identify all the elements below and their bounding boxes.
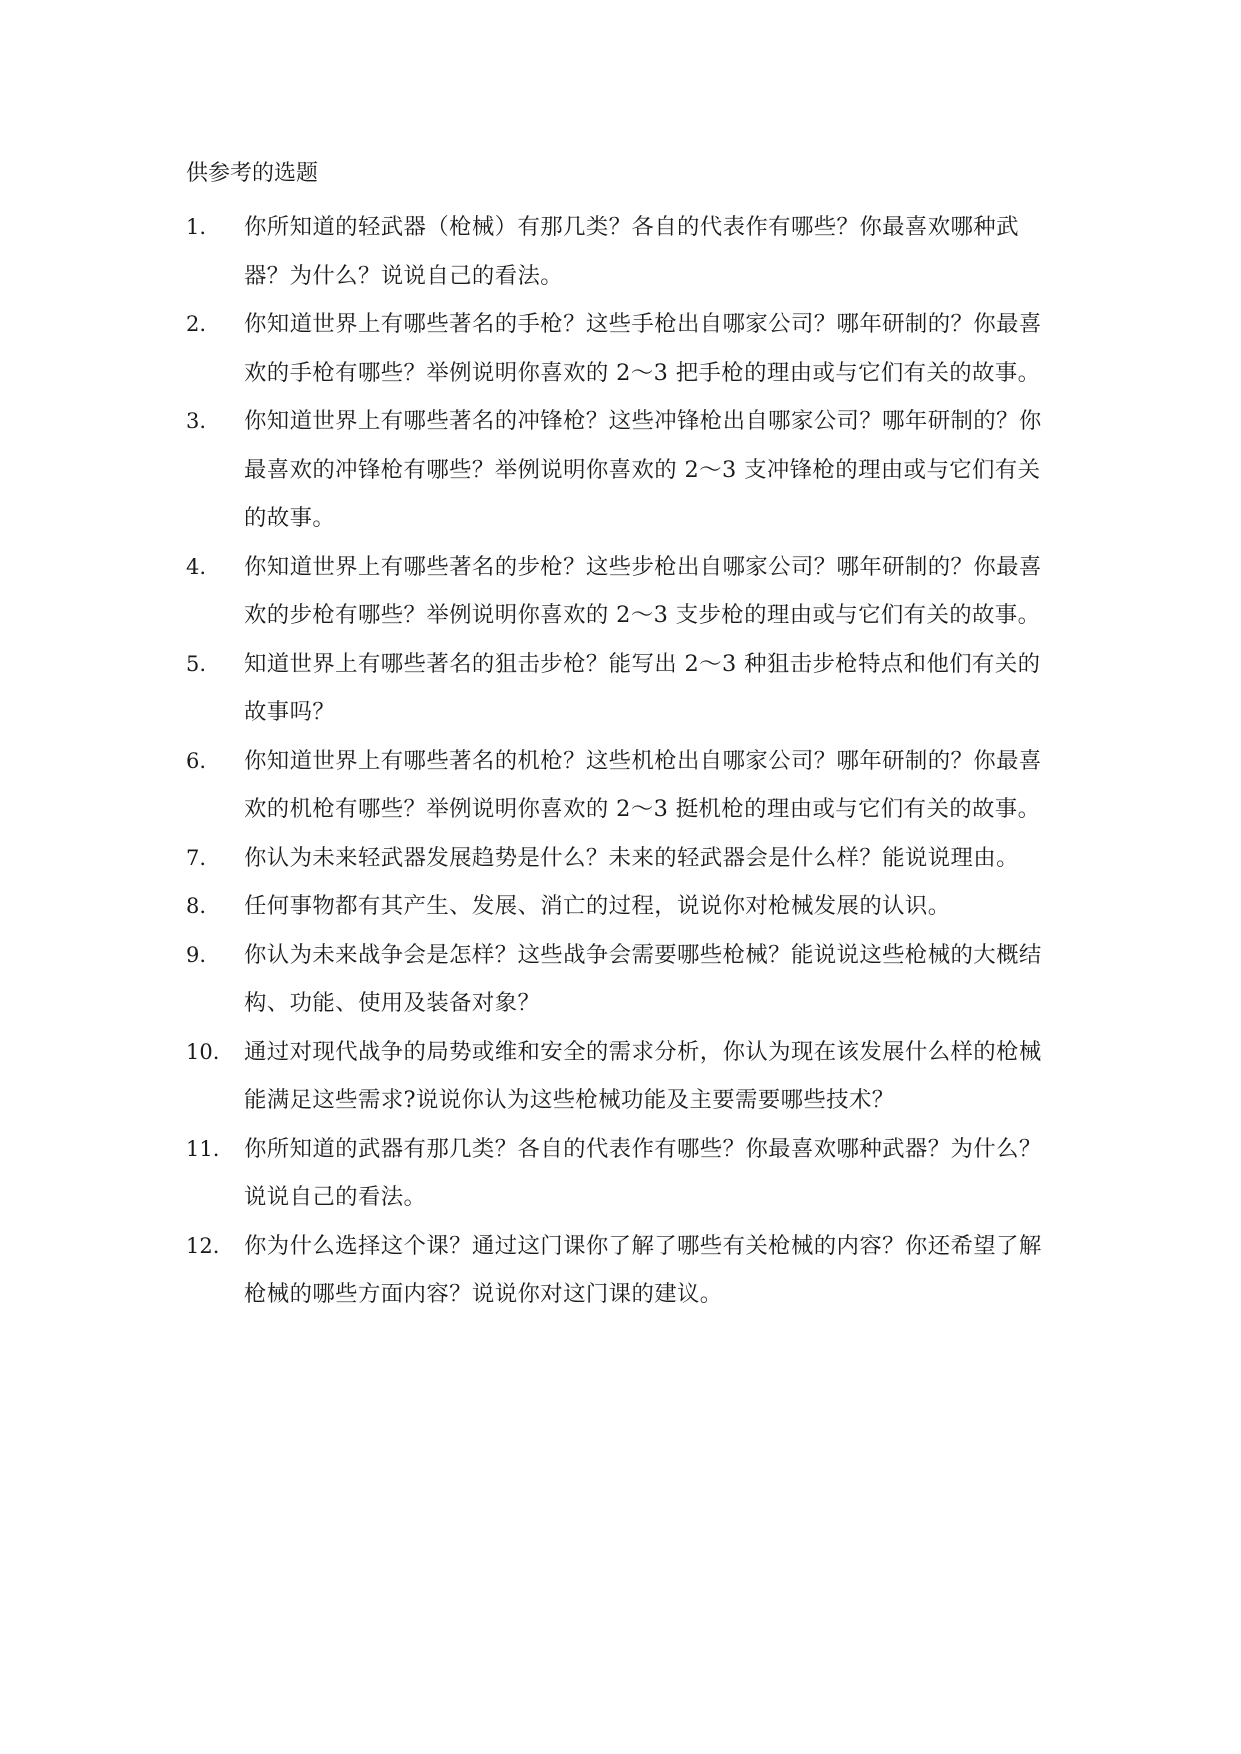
topic-number: 12. [186, 1233, 220, 1258]
topic-text: 你为什么选择这个课？通过这门课你了解了哪些有关枪械的内容？你还希望了解枪械的哪些方面内容？说说你对这门课的建议。 [244, 1232, 1042, 1307]
topic-number: 8. [186, 894, 207, 918]
topic-number: 4. [186, 554, 207, 579]
topic-text: 你知道世界上有哪些著名的步枪？这些步枪出自哪家公司？哪年研制的？你最喜欢的步枪有哪些？举例说明你喜欢的 2～3 支步枪的理由或与它们有关的故事。 [244, 553, 1042, 628]
topic-text: 你所知道的轻武器（枪械）有那几类？各自的代表作有哪些？你最喜欢哪种武器？为什么？说说自己的看法。 [244, 214, 1019, 289]
topic-item [186, 1125, 1066, 1222]
topic-item [186, 1222, 1066, 1319]
topic-list [186, 203, 1066, 1319]
topic-item [186, 931, 1066, 1028]
topic-text: 你认为未来战争会是怎样？这些战争会需要哪些枪械？能说说这些枪械的大概结构、功能、使用及装备对象？ [244, 941, 1042, 1016]
topic-text: 任何事物都有其产生、发展、消亡的过程，说说你对枪械发展的认识。 [244, 893, 951, 919]
topic-text: 你知道世界上有哪些著名的冲锋枪？这些冲锋枪出自哪家公司？哪年研制的？你最喜欢的冲锋枪有哪些？举例说明你喜欢的 2～3 支冲锋枪的理由或与它们有关的故事。 [244, 408, 1042, 531]
topic-number: 10. [186, 1039, 220, 1064]
topic-item [186, 834, 1066, 883]
topic-text: 你知道世界上有哪些著名的手枪？这些手枪出自哪家公司？哪年研制的？你最喜欢的手枪有哪些？举例说明你喜欢的 2～3 把手枪的理由或与它们有关的故事。 [244, 311, 1042, 386]
topic-number: 3. [186, 409, 207, 433]
topic-number: 6. [186, 748, 207, 773]
topic-number: 2. [186, 312, 207, 336]
topic-text: 你所知道的武器有那几类？各自的代表作有哪些？你最喜欢哪种武器？为什么？说说自己的看法。 [244, 1135, 1042, 1210]
document-title: 供参考的选题 [186, 161, 319, 186]
topic-text: 你知道世界上有哪些著名的机枪？这些机枪出自哪家公司？哪年研制的？你最喜欢的机枪有哪些？举例说明你喜欢的 2～3 挺机枪的理由或与它们有关的故事。 [244, 747, 1042, 822]
topic-item [186, 300, 1066, 397]
topic-text: 知道世界上有哪些著名的狙击步枪？能写出 2～3 种狙击步枪特点和他们有关的故事吗？ [244, 650, 1041, 725]
topic-number: 11. [186, 1136, 220, 1161]
topic-number: 7. [186, 845, 207, 870]
topic-item [186, 397, 1066, 543]
topic-item [186, 640, 1066, 737]
topic-item [186, 737, 1066, 834]
topic-item [186, 543, 1066, 640]
topic-number: 1. [186, 215, 207, 239]
topic-text: 你认为未来轻武器发展趋势是什么？未来的轻武器会是什么样？能说说理由。 [244, 844, 1019, 871]
topic-number: 5. [186, 651, 207, 676]
topic-item [186, 203, 1066, 300]
topic-item [186, 882, 1066, 931]
topic-item [186, 1028, 1066, 1125]
topic-text: 通过对现代战争的局势或维和安全的需求分析，你认为现在该发展什么样的枪械能满足这些需求?说说你认为这些枪械功能及主要需要哪些技术？ [244, 1038, 1042, 1113]
topic-number: 9. [186, 942, 207, 967]
